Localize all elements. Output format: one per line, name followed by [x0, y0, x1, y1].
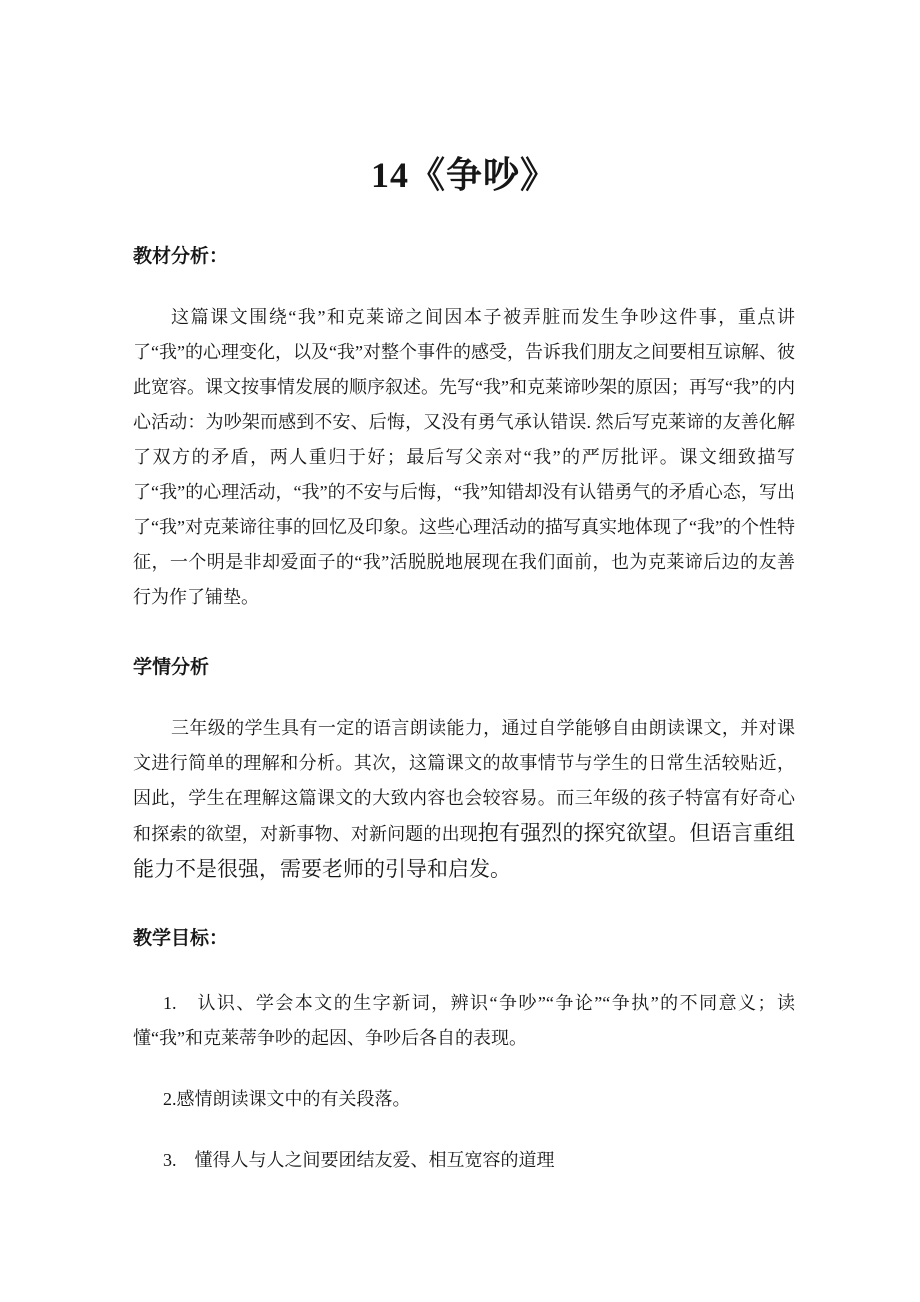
learner-analysis-text: 三年级的学生具有一定的语言朗读能力，通过自学能够自由朗读课文，并对课文进行简单的理解和分析。其次，这篇课文的故事情节与学生的日常生活较贴近，因此，学生在理解这篇课文的大致内容也会较容易。而三年级的孩子特富有好奇心和探索的欲望，对新事物、对新问题的出现: [133, 718, 795, 844]
objective-item-2: 2.感情朗读课文中的有关段落。: [163, 1089, 411, 1109]
learner-analysis-heading: 学情分析: [133, 657, 210, 678]
learner-analysis-emphasis-text: 抱有强烈的探究欲望。但语言重组能力不是很强，需要老师的引导和启发。: [133, 821, 796, 881]
learner-analysis-paragraph: [133, 711, 795, 888]
objective-item-1: 1. 认识、学会本文的生字新词，辨识“争吵”“争论”“争执”的不同意义；读懂“我”和克莱蒂争吵的起因、争吵后各自的表现。: [133, 993, 795, 1048]
teaching-objectives-heading: 教学目标：: [133, 928, 229, 949]
material-analysis-paragraph: 这篇课文围绕“我”和克莱谛之间因本子被弄脏而发生争吵这件事，重点讲了“我”的心理变化，以及“我”对整个事件的感受，告诉我们朋友之间要相互谅解、彼此宽容。课文按事情发展的顺序叙述。先写“我”和克莱谛吵架的原因；再写“我”的内心活动：为吵架而感到不安、后悔，又没有勇气承认错误. 然后写克莱谛的友善化解了双方的矛盾，两人重归于好；最后写父亲对“我”的严厉批评。课文细致描写了“我”的心理活动，“我”的不安与后悔，“我”知错却没有认错勇气的矛盾心态，写出了“我”对克莱谛往事的回忆及印象。这些心理活动的描写真实地体现了“我”的个性特征，一个明是非却爱面子的“我”活脱脱地展现在我们面前，也为克莱谛后边的友善行为作了铺垫。: [133, 307, 795, 607]
objective-item-3: 3. 懂得人与人之间要团结友爱、相互宽容的道理: [163, 1150, 555, 1170]
document-title: 14《争吵》: [370, 155, 557, 195]
material-analysis-heading: 教材分析：: [133, 246, 229, 267]
